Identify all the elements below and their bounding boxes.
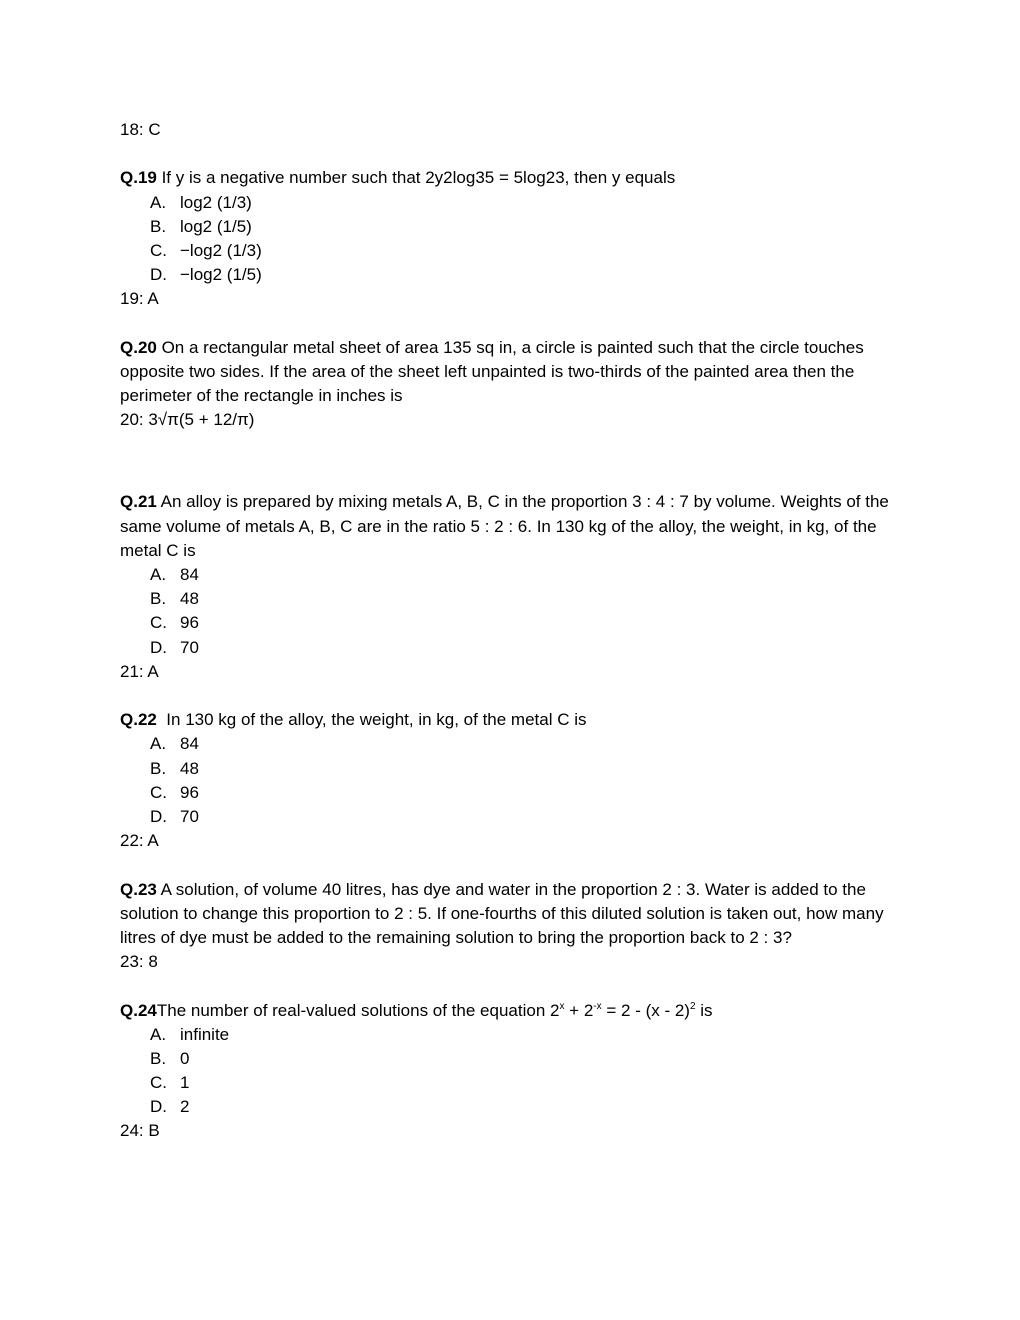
question-22 (120, 708, 910, 853)
option-text: log2 (1/5) (180, 216, 252, 236)
option-text: 48 (180, 589, 199, 609)
question-20 (120, 336, 910, 433)
question-number: Q.21 (120, 492, 157, 512)
document-page (120, 118, 910, 1144)
option-letter: A. (150, 565, 167, 585)
option-d (120, 1095, 910, 1119)
option-letter: B. (150, 1048, 167, 1068)
question-21 (120, 490, 910, 684)
option-letter: C. (150, 782, 167, 802)
option-letter: D. (150, 265, 167, 285)
answer-24: 24: B (120, 1121, 160, 1141)
option-letter: D. (150, 806, 167, 826)
option-a (120, 732, 910, 756)
question-text: On a rectangular metal sheet of area 135 sq in, a circle is painted such that the circle touches opposite two sides. If the area of the sheet left unpainted is two-thirds of the painted area then the perimeter of the rectangle in inches is (120, 337, 864, 406)
option-text: infinite (180, 1024, 230, 1044)
option-text: 1 (180, 1073, 190, 1093)
option-text: 84 (180, 565, 199, 585)
option-letter: A. (150, 734, 167, 754)
option-a (120, 1023, 910, 1047)
question-text: An alloy is prepared by mixing metals A, B, C in the proportion 3 : 4 : 7 by volume. Weights of the same volume of metals A, B, C are in the ratio 5 : 2 : 6. In 130 kg of the alloy, the weight, in kg, of the metal C is (120, 492, 889, 560)
option-d (120, 263, 910, 287)
option-c (120, 239, 910, 263)
option-letter: C. (150, 613, 167, 633)
answer-20: 20: 3√π(5 + 12/π) (120, 410, 255, 430)
option-c (120, 611, 910, 635)
answer-21: 21: A (120, 661, 159, 681)
question-23-stem (120, 878, 910, 951)
option-text: 48 (180, 758, 199, 778)
question-text: The number of real-valued solutions of the equation 2 (156, 1000, 560, 1020)
question-number: Q.23 (120, 879, 157, 899)
option-letter: D. (150, 637, 167, 657)
answer-18: 18: C (120, 120, 161, 139)
question-number: Q.24 (120, 1000, 157, 1020)
option-text: −log2 (1/3) (180, 240, 262, 260)
exponent: -x (593, 1000, 602, 1012)
question-text: In 130 kg of the alloy, the weight, in kg, of the metal C is (156, 710, 587, 730)
option-text: log2 (1/3) (180, 192, 252, 212)
option-text: 96 (180, 613, 199, 633)
option-text: 2 (180, 1097, 190, 1117)
option-a (120, 563, 910, 587)
question-text: is (695, 1000, 713, 1020)
option-letter: A. (150, 1024, 167, 1044)
question-text: = 2 - (x - 2) (601, 1000, 690, 1020)
option-text: 96 (180, 782, 199, 802)
question-19-stem (120, 166, 910, 190)
option-letter: B. (150, 589, 167, 609)
option-a (120, 191, 910, 215)
option-text: −log2 (1/5) (180, 265, 262, 285)
option-letter: D. (150, 1097, 167, 1117)
question-text: A solution, of volume 40 litres, has dye and water in the proportion 2 : 3. Water is added to the solution to change this proportion to 2 : 5. If one-fourths of this diluted solution is taken out, how many litres of dye must be added to the remaining solution to bring the proportion back to 2 : 3? (120, 879, 884, 947)
answer-23: 23: 8 (120, 952, 158, 972)
option-text: 84 (180, 734, 199, 754)
option-d (120, 636, 910, 660)
option-b (120, 587, 910, 611)
question-19 (120, 166, 910, 311)
option-letter: B. (150, 758, 167, 778)
option-b (120, 1047, 910, 1071)
question-24-stem (120, 999, 910, 1023)
option-letter: C. (150, 240, 167, 260)
question-24 (120, 999, 910, 1144)
option-c (120, 1071, 910, 1095)
option-letter: A. (150, 192, 167, 212)
option-text: 70 (180, 637, 199, 657)
question-number: Q.20 (120, 337, 157, 357)
question-number: Q.19 (120, 168, 157, 188)
option-letter: C. (150, 1073, 167, 1093)
answer-22: 22: A (120, 831, 159, 851)
option-text: 70 (180, 806, 199, 826)
question-text: + 2 (564, 1000, 594, 1020)
question-23 (120, 878, 910, 975)
question-22-stem (120, 708, 910, 732)
answer-19: 19: A (120, 289, 159, 309)
question-20-stem (120, 336, 910, 409)
exponent: x (559, 1000, 565, 1012)
question-21-stem (120, 490, 910, 563)
option-text: 0 (180, 1048, 190, 1068)
question-number: Q.22 (120, 710, 157, 730)
option-d (120, 805, 910, 829)
question-text: If y is a negative number such that 2y2log35 = 5log23, then y equals (156, 168, 676, 188)
option-c (120, 781, 910, 805)
exponent: 2 (689, 1000, 696, 1012)
option-b (120, 757, 910, 781)
option-b (120, 215, 910, 239)
option-letter: B. (150, 216, 167, 236)
